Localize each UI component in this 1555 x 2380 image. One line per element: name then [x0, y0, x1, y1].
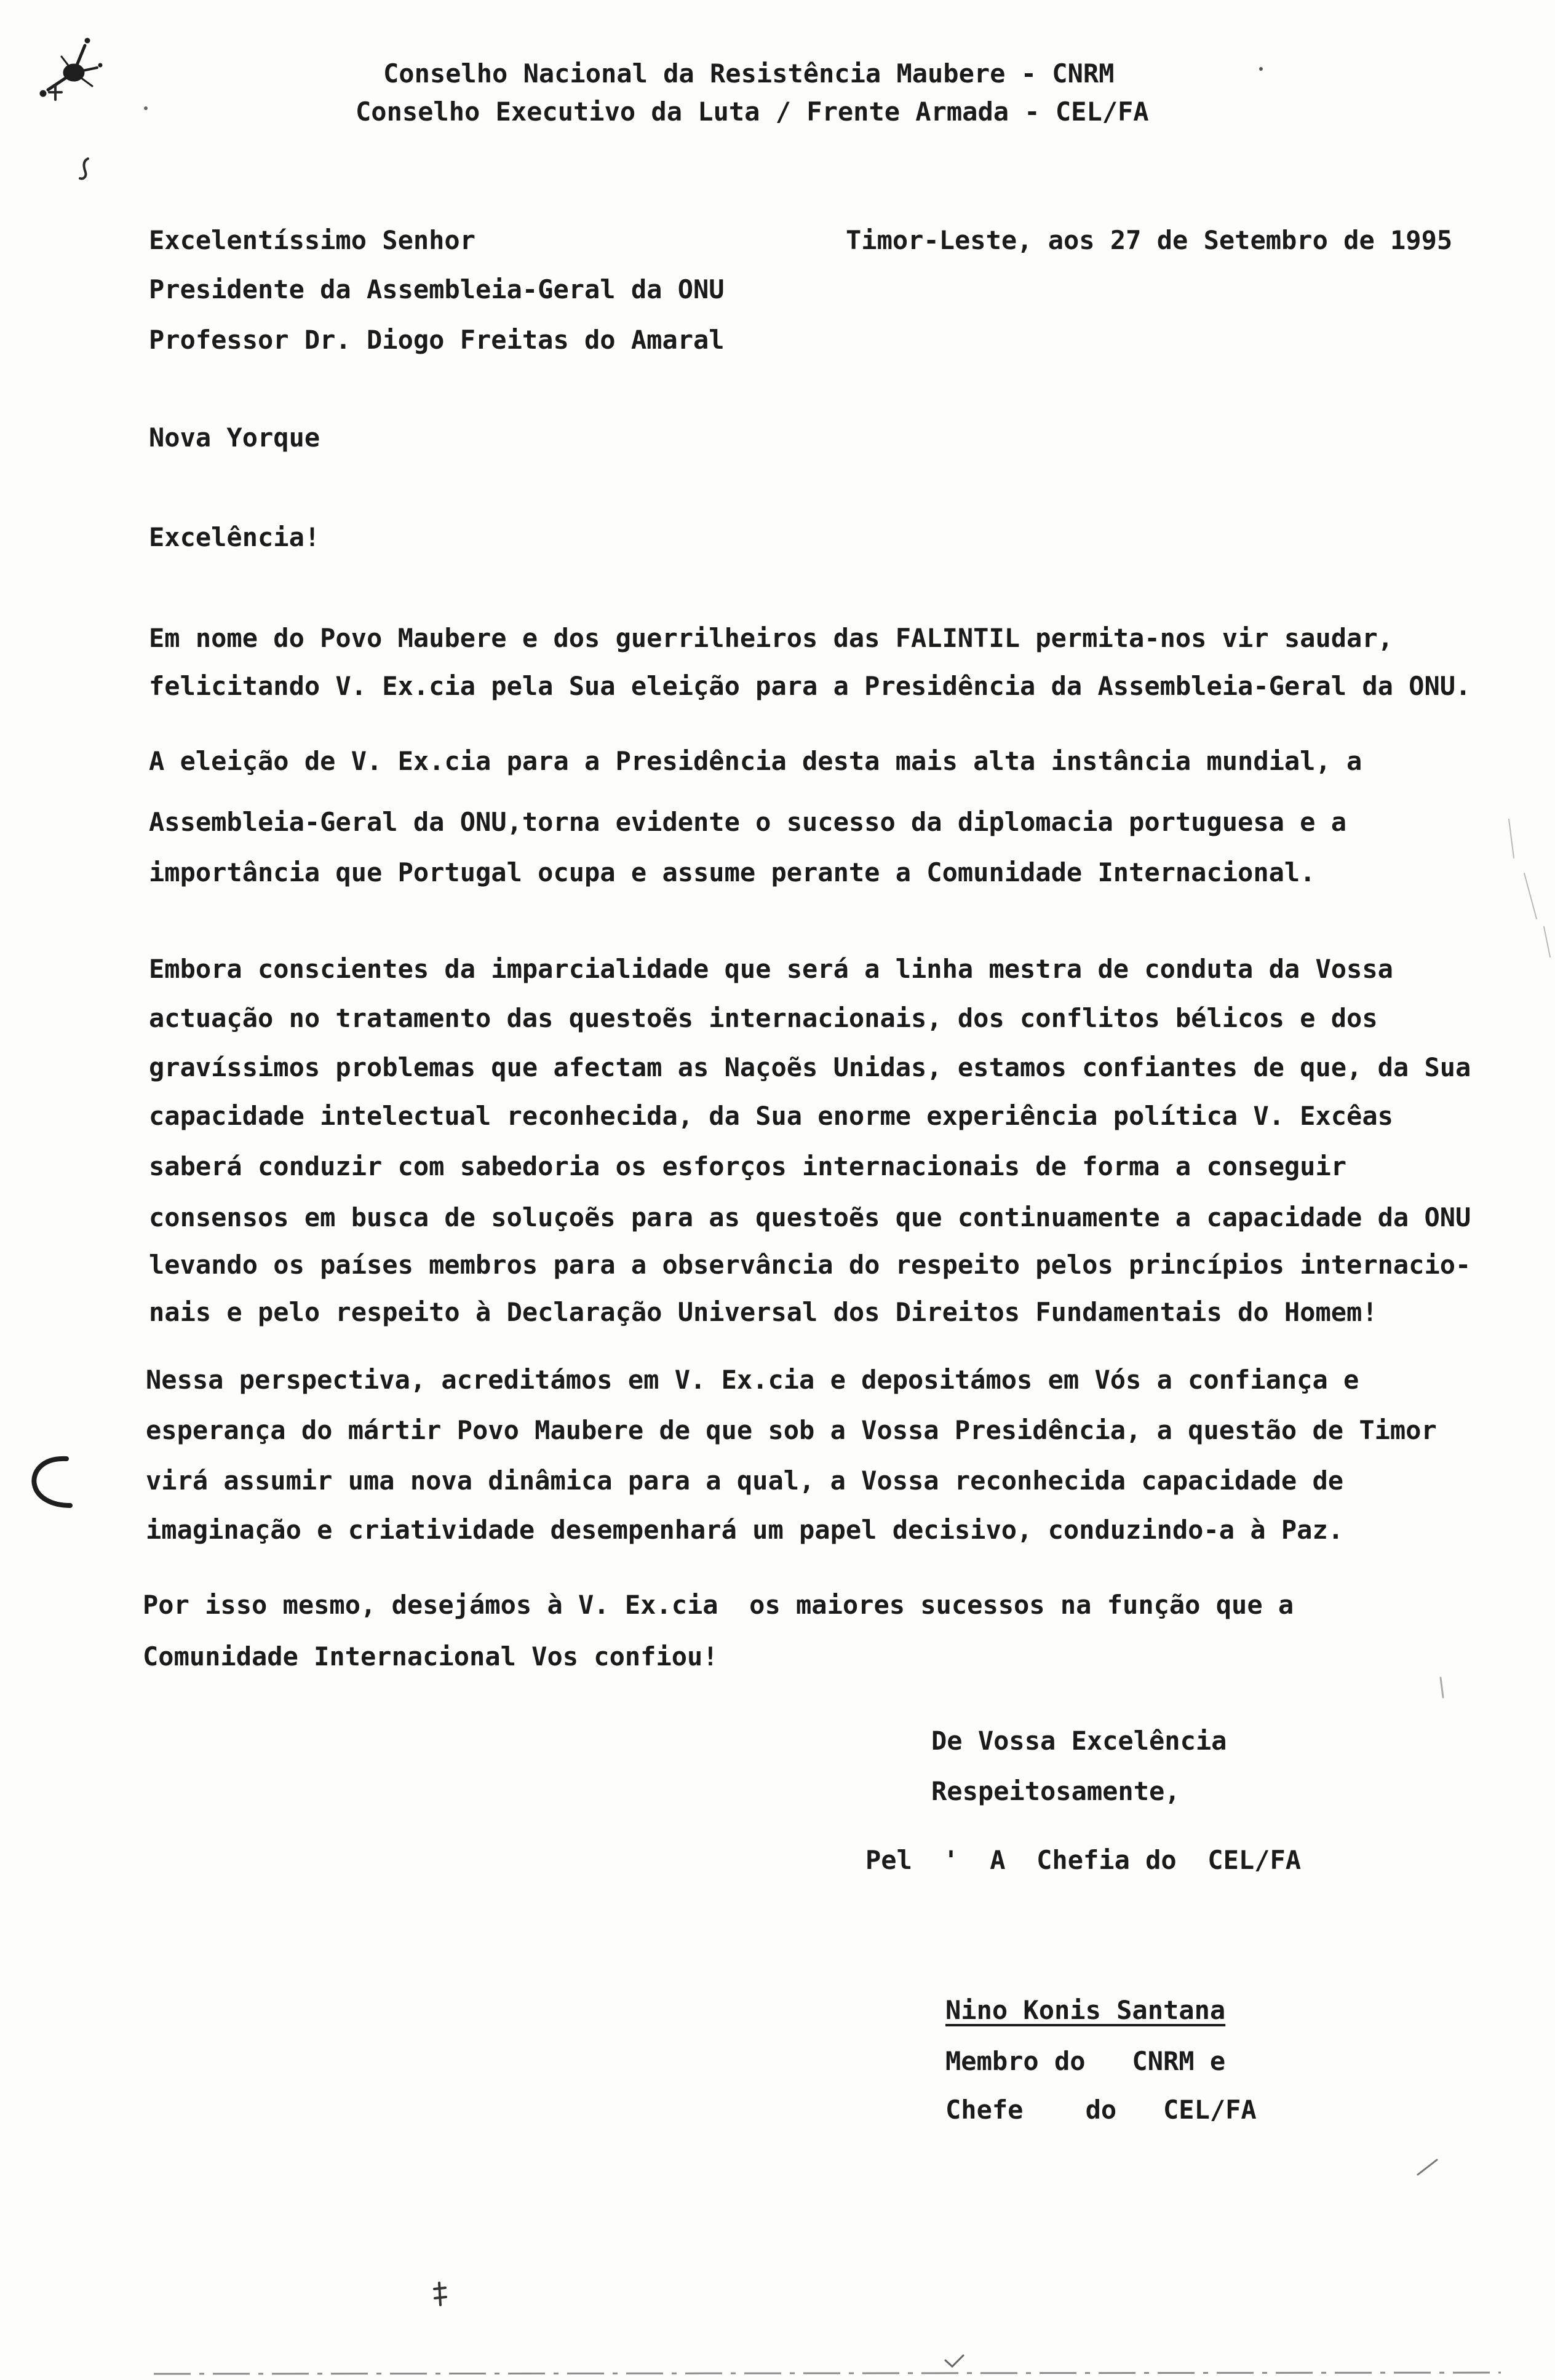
- signatory-name: Nino Konis Santana: [945, 1995, 1226, 2025]
- body-line: consensos em busca de soluçoẽs para as questoẽs que continuamente a capacidade da ONU: [149, 1202, 1471, 1232]
- body-line: actuação no tratamento das questoẽs internacionais, dos conflitos bélicos e dos: [149, 1003, 1378, 1033]
- place-date: Timor-Leste, aos 27 de Setembro de 1995: [846, 225, 1453, 255]
- closing-on-behalf: Pel ' A Chefia do CEL/FA: [865, 1845, 1302, 1875]
- signatory-role-line-2: Chefe do CEL/FA: [945, 2095, 1257, 2125]
- body-line: importância que Portugal ocupa e assume perante a Comunidade Internacional.: [149, 857, 1316, 887]
- addressee-name: Professor Dr. Diogo Freitas do Amaral: [149, 325, 725, 355]
- body-line: Comunidade Internacional Vos confiou!: [143, 1641, 718, 1672]
- addressee-position: Presidente da Assembleia-Geral da ONU: [149, 274, 725, 304]
- body-line: Assembleia-Geral da ONU,torna evidente o sucesso da diplomacia portuguesa e a: [149, 807, 1347, 837]
- body-line: A eleição de V. Ex.cia para a Presidência desta mais alta instância mundial, a: [149, 746, 1362, 776]
- letterhead-organization: Conselho Nacional da Resistência Maubere - CNRM: [383, 58, 1115, 89]
- dust-speck: [144, 106, 148, 110]
- body-line: capacidade intelectual reconhecida, da Sua enorme experiência política V. Excêas: [149, 1101, 1393, 1131]
- signatory-role-line-1: Membro do CNRM e: [945, 2046, 1226, 2076]
- body-line: Em nome do Povo Maubere e dos guerrilheiros das FALINTIL permita-nos vir saudar,: [149, 623, 1393, 653]
- body-line: levando os países membros para a observância do respeito pelos princípios internacio-: [149, 1250, 1471, 1280]
- body-line: esperança do mártir Povo Maubere de que sob a Vossa Presidência, a questão de Timor: [146, 1415, 1437, 1445]
- punch-hole-mark: [34, 1459, 70, 1505]
- body-line: felicitando V. Ex.cia pela Sua eleição para a Presidência da Assembleia-Geral da ONU.: [149, 671, 1471, 701]
- edge-streak-mark: [1509, 819, 1550, 957]
- body-line: Nessa perspectiva, acreditámos em V. Ex.cia e depositámos em Vós a confiança e: [146, 1365, 1359, 1395]
- check-mark: [945, 2355, 963, 2366]
- letterhead-council: Conselho Executivo da Luta / Frente Armada - CEL/FA: [356, 97, 1149, 127]
- greeting: Excelência!: [149, 522, 320, 552]
- closing-regards: Respeitosamente,: [931, 1776, 1180, 1806]
- closing-courtesy: De Vossa Excelência: [931, 1726, 1227, 1756]
- small-cross-mark: [49, 86, 62, 100]
- bottom-edge-line: [154, 2373, 1501, 2374]
- body-line: virá assumir uma nova dinâmica para a qual, a Vossa reconhecida capacidade de: [146, 1466, 1344, 1496]
- body-line: saberá conduzir com sabedoria os esforços internacionais de forma a conseguir: [149, 1151, 1347, 1181]
- body-line: Por isso mesmo, desejámos à V. Ex.cia os maiores sucessos na função que a: [143, 1590, 1294, 1620]
- slash-mark: [1418, 2160, 1437, 2175]
- scribble-mark: [80, 159, 88, 178]
- addressee-title: Excelentíssimo Senhor: [149, 225, 476, 255]
- body-line: imaginação e criatividade desempenhará um papel decisivo, conduzindo-a à Paz.: [146, 1515, 1344, 1545]
- body-line: gravíssimos problemas que afectam as Naçoẽs Unidas, estamos confiantes de que, da Sua: [149, 1052, 1471, 1082]
- bottom-ink-mark: [434, 2283, 446, 2305]
- ink-blot-mark: [40, 38, 102, 97]
- addressee-city: Nova Yorque: [149, 422, 320, 453]
- dust-speck: [1259, 67, 1263, 71]
- faint-tick-mark: [1441, 1678, 1443, 1697]
- body-line: Embora conscientes da imparcialidade que será a linha mestra de conduta da Vossa: [149, 954, 1393, 984]
- body-line: nais e pelo respeito à Declaração Universal dos Direitos Fundamentais do Homem!: [149, 1297, 1378, 1327]
